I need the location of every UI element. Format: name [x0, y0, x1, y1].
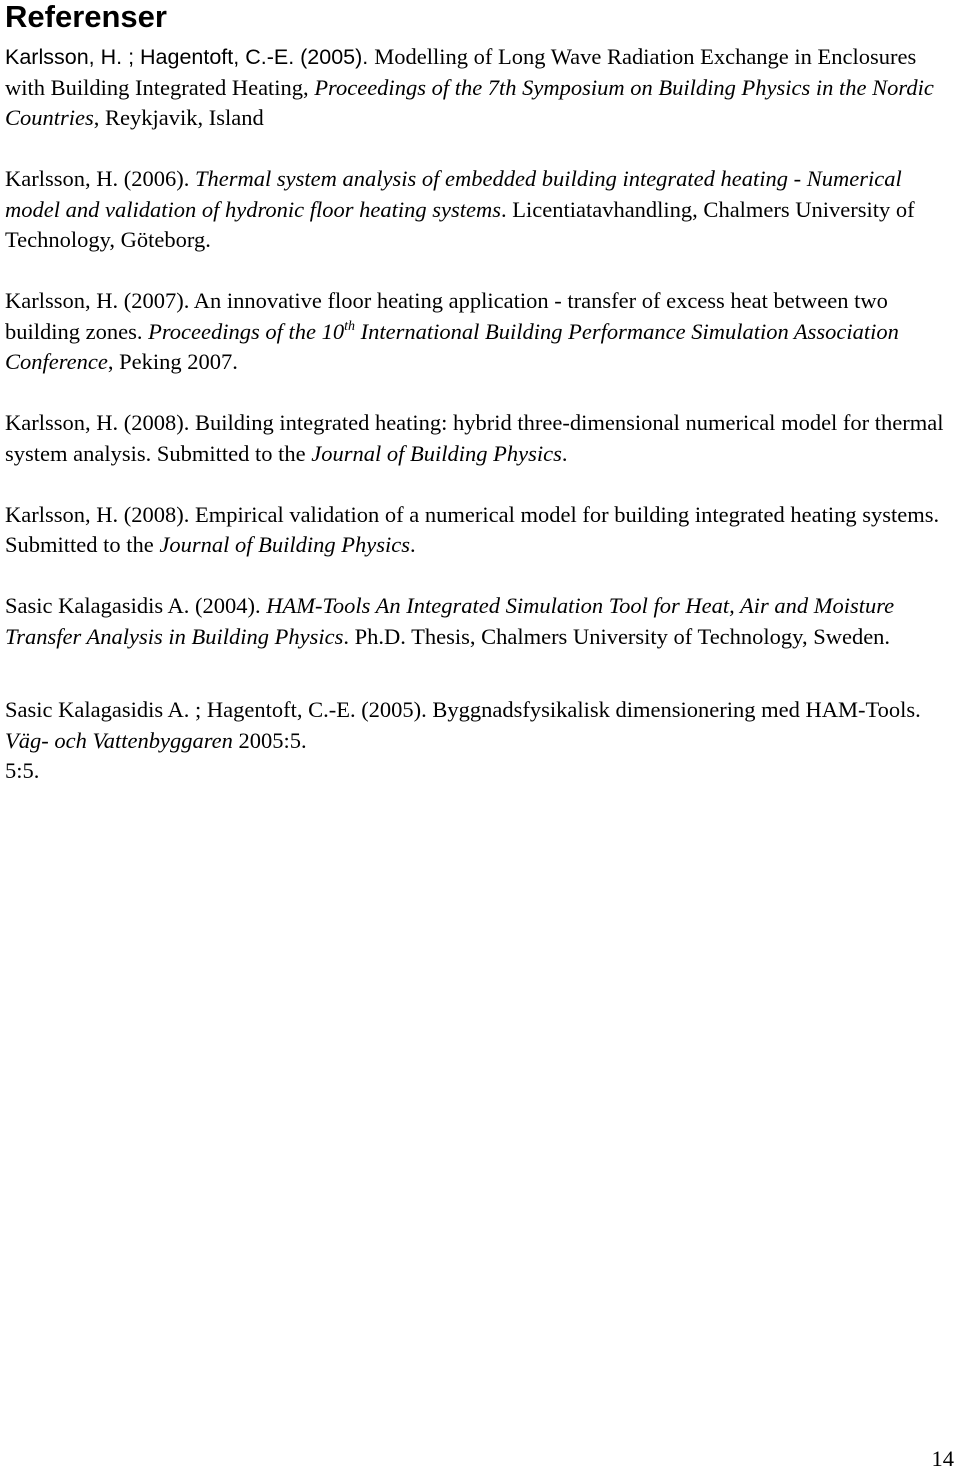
reference-segment: Karlsson, H. (2008). Empirical validation of a numerical model for building integrated heating systems. Submitted to the [5, 501, 940, 557]
reference-segment: Proceedings of the 7th Symposium on Building Physics in the Nordic Countries [5, 74, 934, 130]
reference-segment: . Licentiatavhandling, Chalmers University of Technology, Göteborg. [5, 196, 915, 252]
reference-list [5, 42, 950, 787]
reference-segment: . [409, 532, 416, 557]
reference-item [5, 42, 950, 134]
reference-item [5, 408, 950, 469]
page-heading: Referenser [5, 0, 167, 34]
reference-item [5, 591, 950, 652]
reference-extra-line: 5:5. [5, 758, 40, 783]
reference-segment: Sasic Kalagasidis A. ; Hagentoft, C.-E. (2005). Byggnadsfysikalisk dimensionering med HAM-Tools. [5, 697, 921, 722]
reference-segment: Karlsson, H. (2008). Building integrated heating: hybrid three-dimensional numerical model for thermal system analysis. Submitted to the [5, 410, 944, 466]
reference-segment: Modelling of Long Wave Radiation Exchange in Enclosures with Building Integrated Heating, [5, 44, 917, 100]
reference-segment: Karlsson, H. (2006). [5, 166, 195, 191]
reference-segment: . [561, 440, 568, 466]
reference-segment: Journal of Building Physics [159, 532, 410, 557]
reference-segment: International Building Performance Simulation Association Conference [5, 318, 899, 374]
reference-segment: Karlsson, H. (2007). An innovative floor heating application - transfer of excess heat between two building zones. [5, 288, 888, 344]
reference-segment: Thermal system analysis of embedded building integrated heating - Numerical model and validation of hydronic floor heating systems [5, 166, 902, 222]
reference-segment: HAM-Tools An Integrated Simulation Tool for Heat, Air and Moisture Transfer Analysis in Building Physics [5, 593, 895, 649]
reference-segment: , Reykjavik, Island [93, 105, 264, 130]
reference-segment: Journal of Building Physics [311, 440, 562, 466]
reference-superscript: th [344, 318, 355, 334]
reference-item [5, 164, 950, 256]
page-number: 14 [931, 1446, 954, 1471]
reference-segment: , Peking 2007. [107, 349, 238, 374]
reference-segment: 2005:5. [232, 727, 307, 753]
reference-segment: Sasic Kalagasidis A. (2004). [5, 593, 267, 618]
reference-item [5, 286, 950, 378]
reference-item [5, 500, 950, 561]
reference-authors: Karlsson, H. ; Hagentoft, C.-E. (2005). [5, 45, 375, 69]
reference-item [5, 695, 950, 787]
reference-segment: . Ph.D. Thesis, Chalmers University of Technology, Sweden. [343, 623, 891, 649]
reference-segment: Proceedings of the 10 [148, 318, 345, 344]
reference-segment: Väg- och Vattenbyggaren [5, 727, 233, 753]
